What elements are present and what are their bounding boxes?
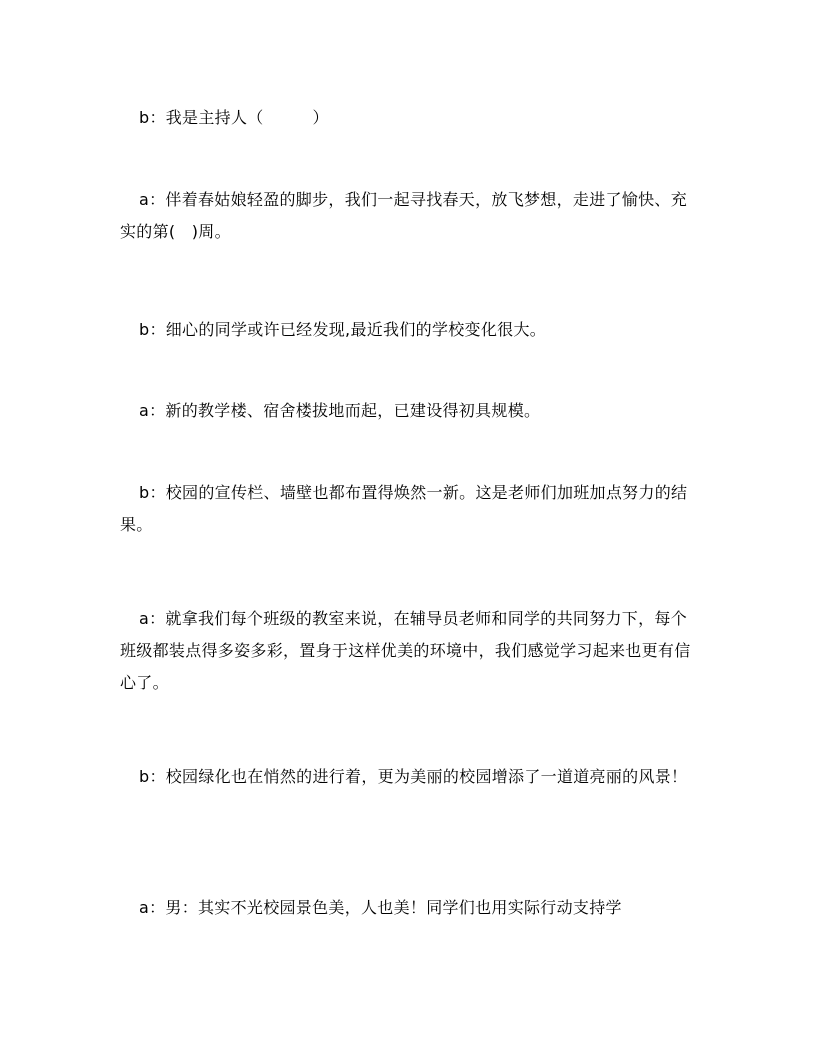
dialogue-line-spring-week: a：伴着春姑娘轻盈的脚步，我们一起寻找春天，放飞梦想，走进了愉快、充实的第( )周。	[120, 190, 688, 241]
dialogue-line-classrooms: a：就拿我们每个班级的教室来说，在辅导员老师和同学的共同努力下，每个班级都装点得多姿多彩，置身于这样优美的环境中，我们感觉学习起来也更有信心了。	[120, 609, 691, 692]
dialogue-line-greening: b：校园绿化也在悄然的进行着，更为美丽的校园增添了一道道亮丽的风景！	[139, 767, 688, 786]
dialogue-line-host-intro: b：我是主持人（ ）	[139, 108, 329, 127]
dialogue-line-new-buildings: a：新的教学楼、宿舍楼拔地而起，已建设得初具规模。	[139, 401, 541, 420]
dialogue-line-bulletin-boards: b：校园的宣传栏、墙壁也都布置得焕然一新。这是老师们加班加点努力的结果。	[120, 483, 688, 534]
dialogue-line-people-beautiful: a：男：其实不光校园景色美，人也美！同学们也用实际行动支持学	[139, 898, 622, 917]
dialogue-line-school-changes: b：细心的同学或许已经发现,最近我们的学校变化很大。	[139, 320, 547, 339]
